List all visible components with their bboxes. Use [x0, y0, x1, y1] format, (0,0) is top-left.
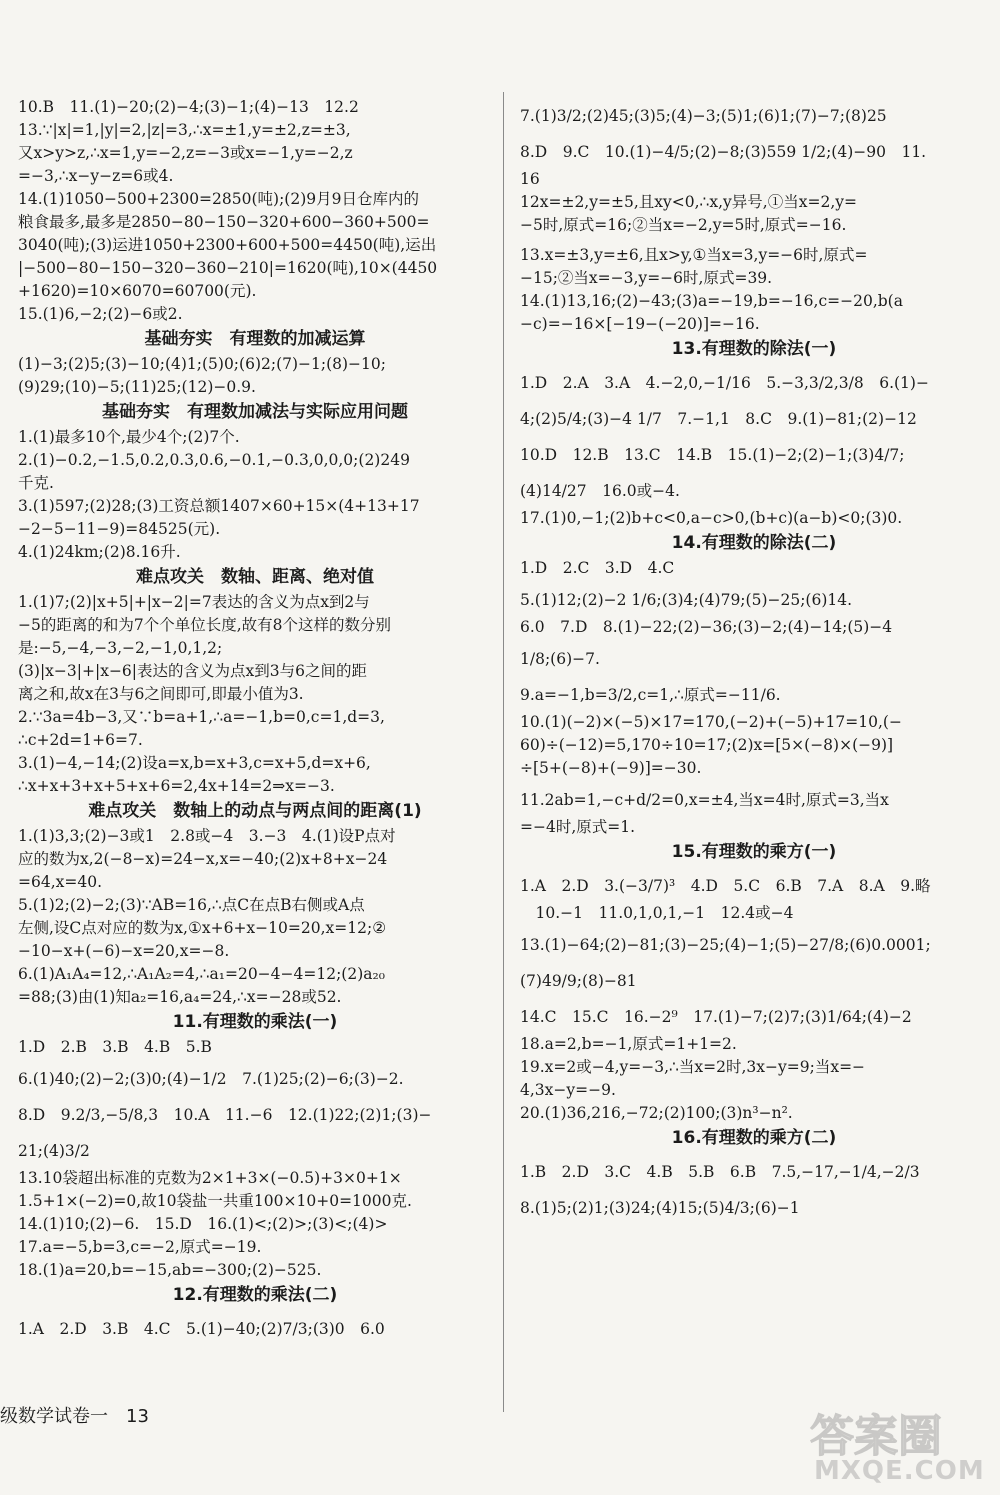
answer-line: 5.(1)2;(2)−2;(3)∵AB=16,∴点C在点B右侧或A点 [18, 896, 365, 914]
answer-line: (9)29;(10)−5;(11)25;(12)−0.9. [18, 378, 256, 396]
section-heading: 15.有理数的乘方(一) [671, 842, 837, 862]
left-column [18, 96, 492, 1345]
answer-line: 20.(1)36,216,−72;(2)100;(3)n³−n². [520, 1104, 793, 1122]
answer-line: −15;②当x=−3,y=−6时,原式=39. [520, 269, 773, 287]
answer-line: (1)−3;(2)5;(3)−10;(4)1;(5)0;(6)2;(7)−1;(8)−10; [18, 355, 386, 373]
answer-line: 10.−1 11.0,1,0,1,−1 12.4或−4 [520, 904, 794, 922]
answer-line: =64,x=40. [18, 873, 103, 891]
section-heading: 12.有理数的乘法(二) [172, 1285, 338, 1305]
page-footer: 级数学试卷一 13 [0, 1406, 149, 1427]
answer-line: 1.(1)7;(2)|x+5|+|x−2|=7表达的含义为点x到2与 [18, 593, 370, 611]
answer-line: 8.D 9.2/3,−5/8,3 10.A 11.−6 12.(1)22;(2)1;(3)− [18, 1106, 432, 1124]
answer-line: 12x=±2,y=±5,且xy<0,∴x,y异号,①当x=2,y= [520, 193, 857, 211]
answer-line: 1.(1)3,3;(2)−3或1 2.8或−4 3.−3 4.(1)设P点对 [18, 827, 396, 845]
answer-line: −2−5−11−9)=84525(元). [18, 520, 221, 538]
watermark-site-text: MXQE.COM [814, 1456, 985, 1486]
answer-line: 是:−5,−4,−3,−2,−1,0,1,2; [18, 639, 223, 657]
section-heading: 基础夯实 有理数加减法与实际应用问题 [102, 402, 408, 422]
answer-line: 左侧,设C点对应的数为x,①x+6+x−10=20,x=12;② [18, 919, 387, 937]
answer-line: 4.(1)24km;(2)8.16升. [18, 543, 181, 561]
answer-line: 17.(1)0,−1;(2)b+c<0,a−c>0,(b+c)(a−b)<0;(3)0. [520, 509, 903, 527]
section-heading: 难点攻关 数轴、距离、绝对值 [136, 567, 374, 587]
answer-line: 10.B 11.(1)−20;(2)−4;(3)−1;(4)−13 12.2 [18, 98, 359, 116]
answer-line: 1.A 2.D 3.(−3/7)³ 4.D 5.C 6.B 7.A 8.A 9.略 [520, 877, 931, 895]
answer-line: −c)=−16×[−19−(−20)]=−16. [520, 315, 760, 333]
answer-line: +1620)=10×6070=60700(元). [18, 282, 257, 300]
answer-line: 离之和,故x在3与6之间即可,即最小值为3. [18, 685, 304, 703]
answer-line: 应的数为x,2(−8−x)=24−x,x=−40;(2)x+8+x−24 [18, 850, 388, 868]
answer-line: 13.x=±3,y=±6,且x>y,①当x=3,y=−6时,原式= [520, 246, 868, 264]
section-heading: 14.有理数的除法(二) [671, 533, 837, 553]
answer-line: 6.0 7.D 8.(1)−22;(2)−36;(3)−2;(4)−14;(5)−4 [520, 618, 893, 636]
watermark-logo-text: 答案圈 [810, 1411, 942, 1462]
answer-line: 又x>y>z,∴x=1,y=−2,z=−3或x=−1,y=−2,z [18, 144, 353, 162]
answer-line: 14.C 15.C 16.−2⁹ 17.(1)−7;(2)7;(3)1/64;(4)−2 [520, 1008, 912, 1026]
answer-line: 1.A 2.D 3.B 4.C 5.(1)−40;(2)7/3;(3)0 6.0 [18, 1320, 385, 1338]
section-heading: 16.有理数的乘方(二) [671, 1128, 837, 1148]
answer-line: 3040(吨);(3)运进1050+2300+600+500=4450(吨),运出 [18, 236, 437, 254]
answer-line: 1.D 2.A 3.A 4.−2,0,−1/16 5.−3,3/2,3/8 6.(1)− [520, 374, 929, 392]
answer-line: ∴c+2d=1+6=7. [18, 731, 143, 749]
section-heading: 11.有理数的乘法(一) [172, 1012, 338, 1032]
answer-line: 3.(1)597;(2)28;(3)工资总额1407×60+15×(4+13+17 [18, 497, 420, 515]
answer-line: 4;(2)5/4;(3)−4 1/7 7.−1,1 8.C 9.(1)−81;(2)−12 [520, 410, 917, 428]
answer-line: =88;(3)由(1)知a₂=16,a₄=24,∴x=−28或52. [18, 988, 342, 1006]
answer-line: (3)|x−3|+|x−6|表达的含义为点x到3与6之间的距 [18, 662, 367, 680]
section-heading: 13.有理数的除法(一) [671, 339, 837, 359]
answer-line: 16 [520, 170, 540, 188]
answer-line: 10.(1)(−2)×(−5)×17=170,(−2)+(−5)+17=10,(− [520, 713, 902, 731]
answer-line: 4,3x−y=−9. [520, 1081, 616, 1099]
answer-line: =−3,∴x−y−z=6或4. [18, 167, 174, 185]
answer-line: 1/8;(6)−7. [520, 650, 600, 668]
answer-line: 3.(1)−4,−14;(2)设a=x,b=x+3,c=x+5,d=x+6, [18, 754, 371, 772]
answer-line: 13.∵|x|=1,|y|=2,|z|=3,∴x=±1,y=±2,z=±3, [18, 121, 351, 139]
right-column [520, 96, 988, 1224]
answer-line: 1.B 2.D 3.C 4.B 5.B 6.B 7.5,−17,−1/4,−2/3 [520, 1163, 920, 1181]
answer-line: 9.a=−1,b=3/2,c=1,∴原式=−11/6. [520, 686, 781, 704]
answer-line: 14.(1)1050−500+2300=2850(吨);(2)9月9日仓库内的 [18, 190, 419, 208]
answer-line: 14.(1)10;(2)−6. 15.D 16.(1)<;(2)>;(3)<;(4)> [18, 1215, 388, 1233]
answer-line: 8.(1)5;(2)1;(3)24;(4)15;(5)4/3;(6)−1 [520, 1199, 800, 1217]
answer-line: 18.a=2,b=−1,原式=1+1=2. [520, 1035, 737, 1053]
answer-line: 10.D 12.B 13.C 14.B 15.(1)−2;(2)−1;(3)4/7; [520, 446, 905, 464]
answer-line: 6.(1)40;(2)−2;(3)0;(4)−1/2 7.(1)25;(2)−6;(3)−2. [18, 1070, 404, 1088]
answer-line: 13.10袋超出标准的克数为2×1+3×(−0.5)+3×0+1× [18, 1169, 402, 1187]
answer-line: ÷[5+(−8)+(−9)]=−30. [520, 759, 702, 777]
answer-line: (7)49/9;(8)−81 [520, 972, 637, 990]
answer-line: 21;(4)3/2 [18, 1142, 90, 1160]
answer-line: 1.(1)最多10个,最少4个;(2)7个. [18, 428, 240, 446]
answer-line: 8.D 9.C 10.(1)−4/5;(2)−8;(3)559 1/2;(4)−90 11. [520, 143, 927, 161]
answer-line: 粮食最多,最多是2850−80−150−320+600−360+500= [18, 213, 430, 231]
answer-line: 17.a=−5,b=3,c=−2,原式=−19. [18, 1238, 262, 1256]
answer-line: 19.x=2或−4,y=−3,∴当x=2时,3x−y=9;当x=− [520, 1058, 866, 1076]
section-heading: 基础夯实 有理数的加减运算 [144, 329, 366, 349]
column-divider [503, 92, 504, 1412]
answer-line: 1.5+1×(−2)=0,故10袋盐一共重100×10+0=1000克. [18, 1192, 412, 1210]
answer-line: 13.(1)−64;(2)−81;(3)−25;(4)−1;(5)−27/8;(6)0.0001; [520, 936, 931, 954]
answer-line: −10−x+(−6)−x=20,x=−8. [18, 942, 230, 960]
answer-line: 1.D 2.B 3.B 4.B 5.B [18, 1038, 212, 1056]
answer-line: 1.D 2.C 3.D 4.C [520, 559, 675, 577]
answer-line: |−500−80−150−320−360−210|=1620(吨),10×(4450 [18, 259, 438, 277]
answer-line: 7.(1)3/2;(2)45;(3)5;(4)−3;(5)1;(6)1;(7)−7;(8)25 [520, 107, 887, 125]
answer-line: −5时,原式=16;②当x=−2,y=5时,原式=−16. [520, 216, 847, 234]
answer-line: 2.∵3a=4b−3,又∵b=a+1,∴a=−1,b=0,c=1,d=3, [18, 708, 385, 726]
answer-line: 5.(1)12;(2)−2 1/6;(3)4;(4)79;(5)−25;(6)14. [520, 591, 853, 609]
answer-line: 14.(1)13,16;(2)−43;(3)a=−19,b=−16,c=−20,b(a [520, 292, 903, 310]
section-heading: 难点攻关 数轴上的动点与两点间的距离(1) [88, 801, 422, 821]
answer-line: 11.2ab=1,−c+d/2=0,x=±4,当x=4时,原式=3,当x [520, 791, 889, 809]
answer-line: (4)14/27 16.0或−4. [520, 482, 680, 500]
answer-line: 千克. [18, 474, 54, 492]
answer-line: 60)÷(−12)=5,170÷10=17;(2)x=[5×(−8)×(−9)] [520, 736, 894, 754]
answer-line: 6.(1)A₁A₄=12,∴A₁A₂=4,∴a₁=20−4−4=12;(2)a₂₀ [18, 965, 385, 983]
answer-line: −5的距离的和为7个个单位长度,故有8个这样的数分别 [18, 616, 392, 634]
answer-line: 15.(1)6,−2;(2)−6或2. [18, 305, 183, 323]
answer-line: 2.(1)−0.2,−1.5,0.2,0.3,0.6,−0.1,−0.3,0,0,0;(2)249 [18, 451, 410, 469]
answer-line: 18.(1)a=20,b=−15,ab=−300;(2)−525. [18, 1261, 322, 1279]
watermark-logo [800, 1398, 990, 1490]
answer-line: =−4时,原式=1. [520, 818, 636, 836]
answer-line: ∴x+x+3+x+5+x+6=2,4x+14=2⇒x=−3. [18, 777, 335, 795]
